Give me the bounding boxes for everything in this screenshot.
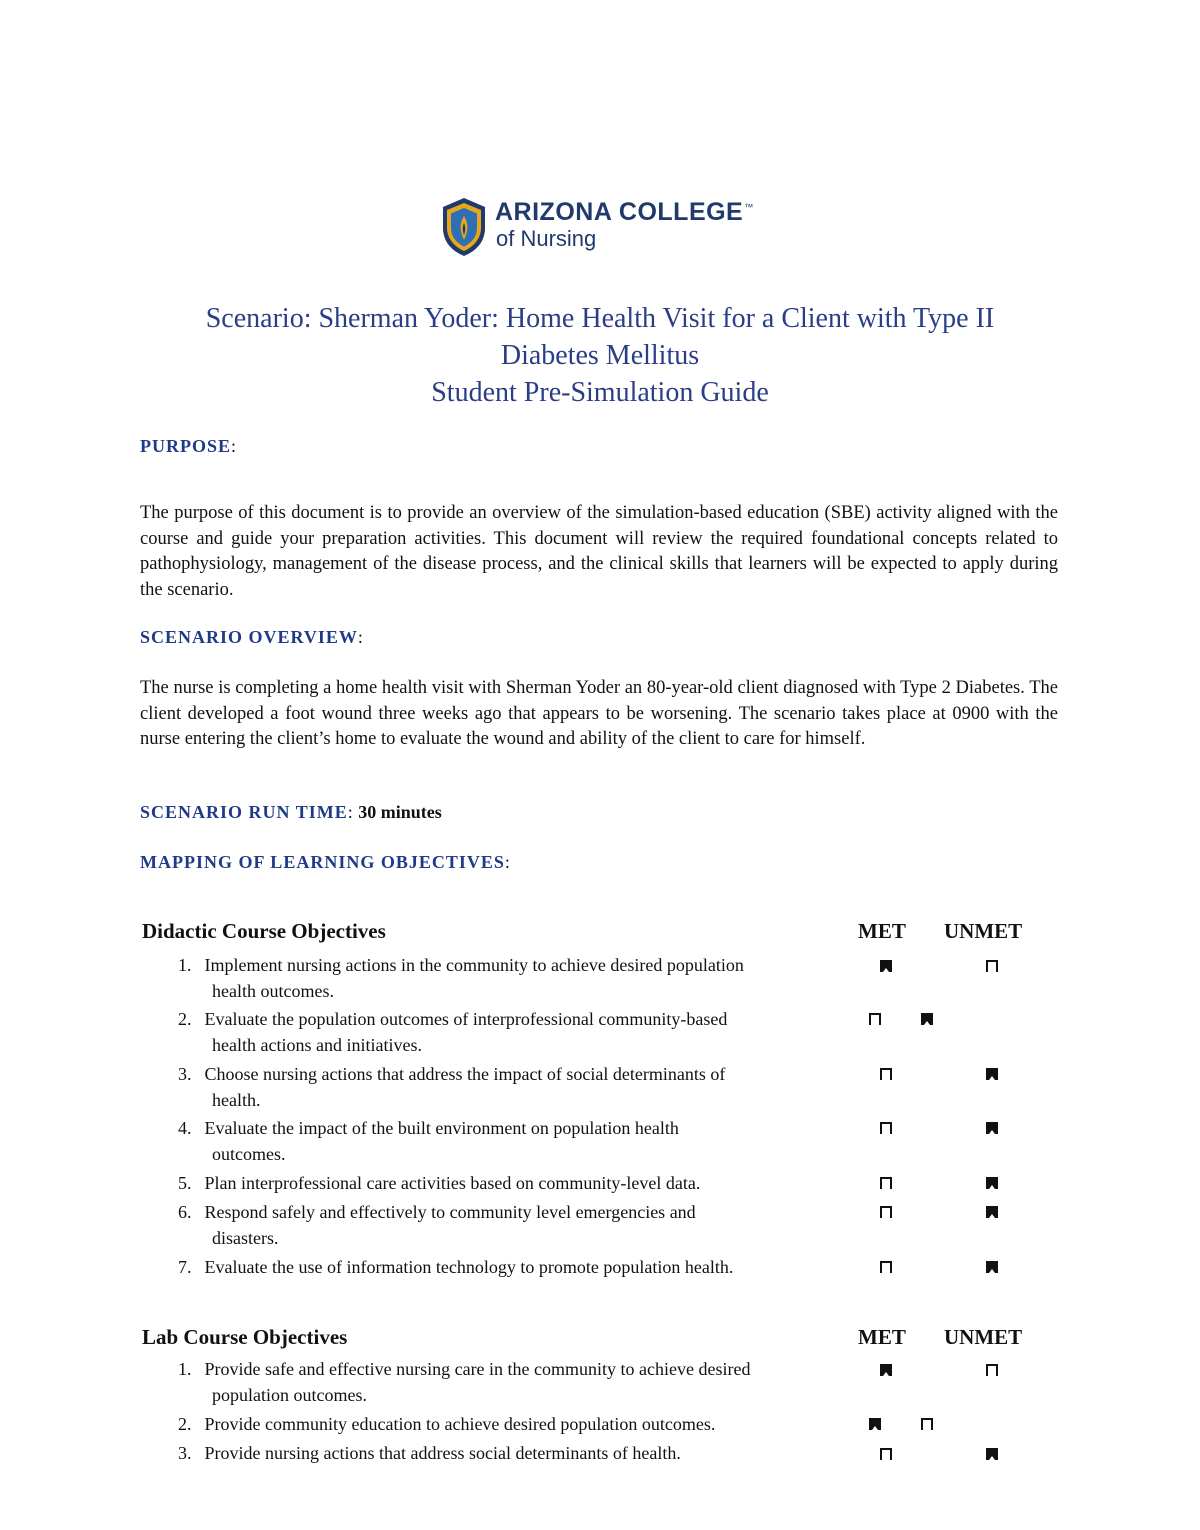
lab-objective-1: 1. Provide safe and effective nursing care in the community to achieve desired population outcomes. <box>178 1359 751 1405</box>
didactic-5-unmet-checkbox[interactable] <box>986 1177 998 1189</box>
lab-objective-2: 2. Provide community education to achieve desired population outcomes. <box>178 1414 716 1434</box>
didactic-objectives-heading: Didactic Course Objectives <box>142 919 386 943</box>
lab-2-unmet-checkbox[interactable] <box>921 1418 933 1430</box>
overview-heading: SCENARIO OVERVIEW: <box>140 627 363 647</box>
didactic-objective-6: 6. Respond safely and effectively to community level emergencies and disasters. <box>178 1202 696 1248</box>
run-time-heading: SCENARIO RUN TIME: 30 minutes <box>140 802 442 822</box>
didactic-6-met-checkbox[interactable] <box>880 1206 892 1218</box>
run-time-value: 30 minutes <box>358 802 442 822</box>
lab-met-header: MET <box>858 1325 906 1349</box>
lab-unmet-header: UNMET <box>944 1325 1023 1349</box>
logo-wordmark: ARIZONA COLLEGE™ <box>495 198 754 226</box>
didactic-objective-5: 5. Plan interprofessional care activities based on community-level data. <box>178 1173 701 1193</box>
didactic-objective-4: 4. Evaluate the impact of the built environment on population health outcomes. <box>178 1118 679 1164</box>
didactic-met-header: MET <box>858 919 906 943</box>
didactic-4-met-checkbox[interactable] <box>880 1122 892 1134</box>
overview-paragraph: The nurse is completing a home health visit with Sherman Yoder an 80-year-old client diagnosed with Type 2 Diabetes. The client developed a foot wound three weeks ago that appears to be worsening. The scenario takes place at 0900 with the nurse entering the client’s home to evaluate the wound and ability of the client to care for himself. <box>140 678 1058 749</box>
lab-2-met-checkbox[interactable] <box>869 1418 881 1430</box>
didactic-3-unmet-checkbox[interactable] <box>986 1068 998 1080</box>
didactic-1-met-checkbox[interactable] <box>880 960 892 972</box>
didactic-2-met-checkbox[interactable] <box>869 1013 881 1025</box>
lab-objectives-heading: Lab Course Objectives <box>142 1325 348 1349</box>
didactic-6-unmet-checkbox[interactable] <box>986 1206 998 1218</box>
lab-objective-3: 3. Provide nursing actions that address social determinants of health. <box>178 1443 681 1463</box>
title-line-3: Student Pre-Simulation Guide <box>431 377 769 408</box>
logo-subtitle: of Nursing <box>496 226 597 251</box>
didactic-2-unmet-checkbox[interactable] <box>921 1013 933 1025</box>
didactic-unmet-header: UNMET <box>944 919 1023 943</box>
lab-1-met-checkbox[interactable] <box>880 1364 892 1376</box>
lab-3-met-checkbox[interactable] <box>880 1448 892 1460</box>
didactic-3-met-checkbox[interactable] <box>880 1068 892 1080</box>
shield-icon <box>440 196 488 258</box>
college-logo <box>440 196 770 260</box>
didactic-objective-2: 2. Evaluate the population outcomes of interprofessional community-based health actions and initiatives. <box>178 1009 728 1055</box>
title-line-1: Scenario: Sherman Yoder: Home Health Visit for a Client with Type II <box>205 303 995 334</box>
title-line-2: Diabetes Mellitus <box>500 340 700 371</box>
purpose-heading: PURPOSE: <box>140 436 237 456</box>
didactic-objective-7: 7. Evaluate the use of information technology to promote population health. <box>178 1257 734 1277</box>
purpose-paragraph: The purpose of this document is to provide an overview of the simulation-based education (SBE) activity aligned with the course and guide your preparation activities. This document will review the required foundational concepts related to pathophysiology, management of the disease process, and the clinical skills that learners will be expected to apply during the scenario. <box>140 503 1058 600</box>
didactic-7-met-checkbox[interactable] <box>880 1261 892 1273</box>
didactic-objective-3: 3. Choose nursing actions that address the impact of social determinants of health. <box>178 1064 726 1110</box>
lab-1-unmet-checkbox[interactable] <box>986 1364 998 1376</box>
didactic-objective-1: 1. Implement nursing actions in the community to achieve desired population health outcomes. <box>178 955 744 1001</box>
didactic-7-unmet-checkbox[interactable] <box>986 1261 998 1273</box>
didactic-4-unmet-checkbox[interactable] <box>986 1122 998 1134</box>
didactic-5-met-checkbox[interactable] <box>880 1177 892 1189</box>
mapping-heading: MAPPING OF LEARNING OBJECTIVES: <box>140 852 510 872</box>
didactic-1-unmet-checkbox[interactable] <box>986 960 998 972</box>
lab-3-unmet-checkbox[interactable] <box>986 1448 998 1460</box>
document-title <box>100 300 1100 411</box>
